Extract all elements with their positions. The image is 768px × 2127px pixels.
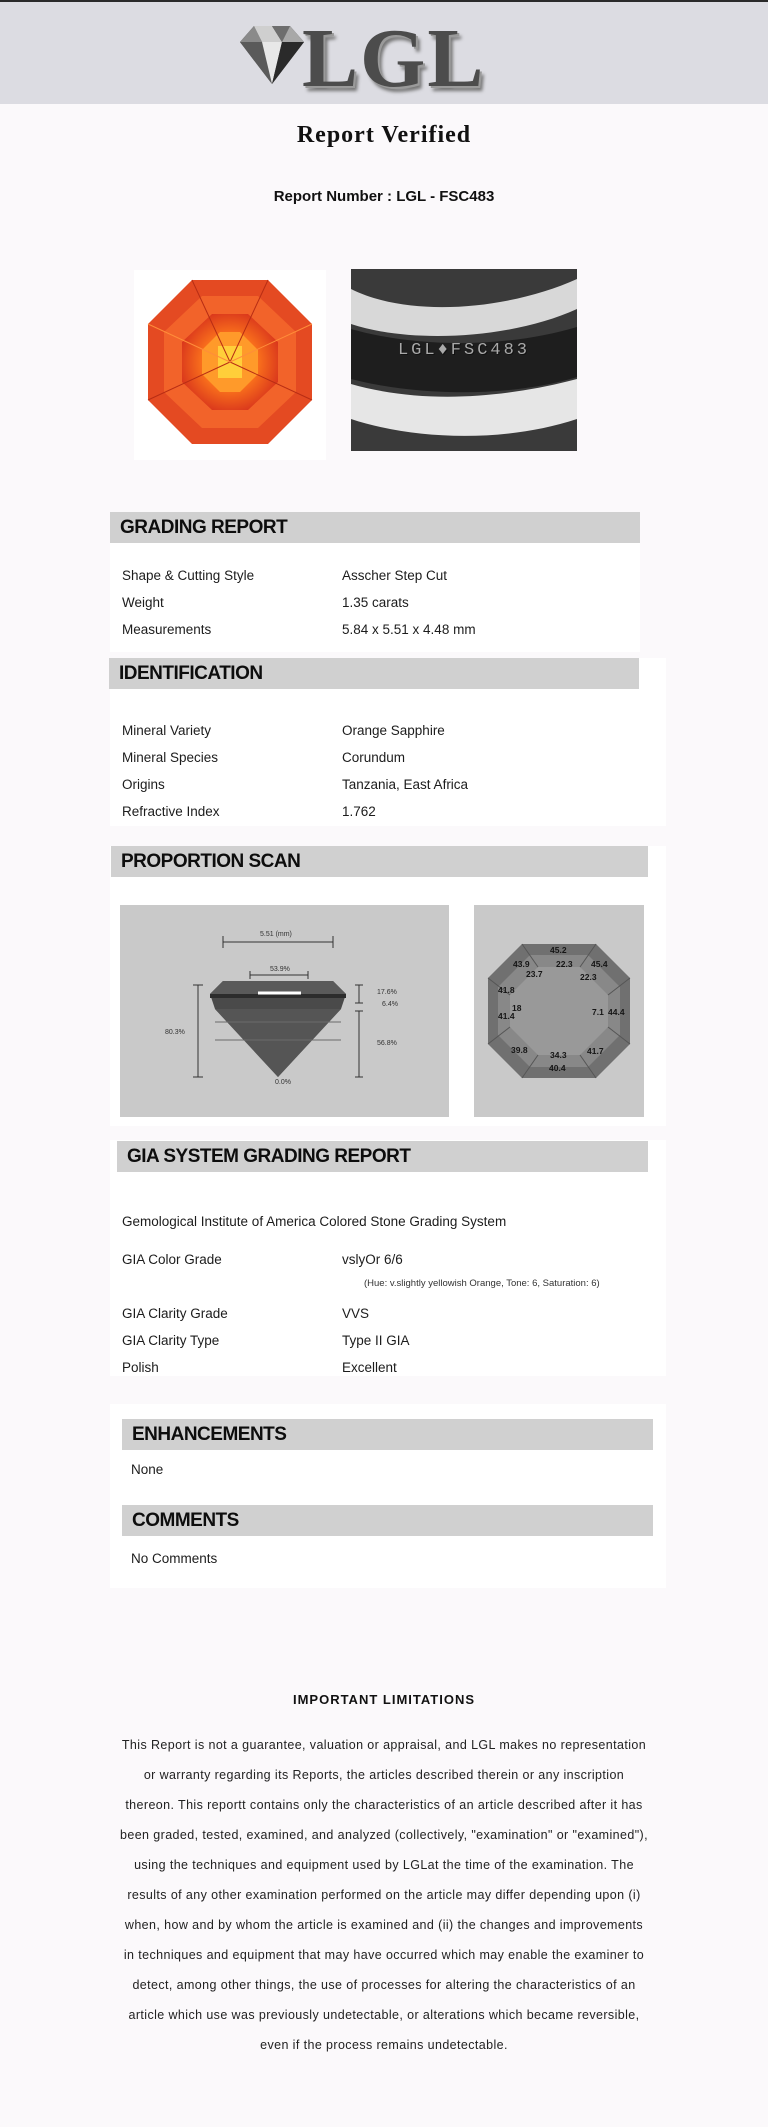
row-label: Mineral Species	[122, 750, 219, 765]
row-value: vslyOr 6/6	[342, 1252, 403, 1267]
gem-profile-drawing	[120, 905, 449, 1117]
culet-label: 0.0%	[275, 1079, 291, 1086]
girdle-label: 6.4%	[382, 1001, 398, 1008]
orange-sapphire-image	[134, 270, 326, 460]
lgl-logo	[232, 12, 492, 105]
facet-label: 22.3	[556, 959, 573, 969]
report-number: Report Number : LGL - FSC483	[273, 188, 495, 205]
section-heading-grading-report: GRADING REPORT	[110, 512, 640, 543]
crown-label: 17.6%	[377, 989, 397, 996]
row-label: Weight	[122, 595, 164, 610]
facet-label: 7.1	[592, 1007, 604, 1017]
color-grade-note: (Hue: v.slightly yellowish Orange, Tone: 6, Saturation: 6)	[364, 1278, 600, 1289]
limitations-body: This Report is not a guarantee, valuation or appraisal, and LGL makes no representation or warranty regarding its Reports, the articles described therein or any inscription thereon. This reportt contains only the characteristics of an article described after it has been graded, tested, examined, and analyzed (collectively, "examination" or "examined"), using the techniques and equipment used by LGLat the time of the examination. The results of any other examination performed on the article may differ depending upon (i) when, how and by whom the article is examined and (ii) the changes and improvements in techniques and equipment that may have occurred which may enable the examiner to detect, among other things, the use of processes for altering the characteristics of an article which use was previously undetectable, or alterations which became reversible, even if the process remains undetectable.	[120, 1738, 648, 2052]
row-label: Shape & Cutting Style	[122, 568, 255, 583]
row-label: Measurements	[122, 622, 212, 637]
row-label: GIA Clarity Type	[122, 1333, 220, 1348]
facet-label: 41.8	[498, 985, 515, 995]
limitations-heading: IMPORTANT LIMITATIONS	[292, 1692, 476, 1707]
row-value: VVS	[342, 1306, 370, 1321]
diamond-logo-icon	[232, 20, 312, 90]
row-label: Polish	[122, 1360, 159, 1375]
section-heading-gia-report: GIA SYSTEM GRADING REPORT	[117, 1141, 648, 1172]
row-value: Type II GIA	[342, 1333, 410, 1348]
girdle-background	[351, 269, 577, 451]
width-label: 5.51 (mm)	[260, 931, 292, 938]
facet-label: 23.7	[526, 969, 543, 979]
row-value: Corundum	[342, 750, 406, 765]
total-depth-label: 80.3%	[165, 1029, 185, 1036]
row-label: Refractive Index	[122, 804, 220, 819]
facet-label: 22.3	[580, 972, 597, 982]
inscription-text: LGL♦FSC483	[397, 341, 531, 360]
gia-subtitle: Gemological Institute of America Colored Stone Grading System	[122, 1214, 507, 1229]
page-title: Report Verified	[296, 122, 472, 148]
comments-text: No Comments	[131, 1551, 218, 1566]
facet-diagram	[474, 905, 644, 1117]
row-label: Mineral Variety	[122, 723, 212, 738]
facet-label: 34.3	[550, 1050, 567, 1060]
profile-diagram	[120, 905, 449, 1117]
facet-label: 45.2	[550, 945, 567, 955]
row-value: Orange Sapphire	[342, 723, 445, 738]
logo-wordmark: LGL	[302, 12, 486, 105]
facet-label: 40.4	[549, 1063, 566, 1073]
inscription-photo	[351, 269, 577, 451]
row-label: GIA Color Grade	[122, 1252, 222, 1267]
row-label: GIA Clarity Grade	[122, 1306, 228, 1321]
gem-top-view-drawing	[474, 905, 644, 1117]
enhancements-text: None	[131, 1462, 164, 1477]
section-heading-enhancements: ENHANCEMENTS	[122, 1419, 653, 1450]
row-value: Excellent	[342, 1360, 397, 1375]
facet-label: 41.4	[498, 1011, 515, 1021]
section-heading-proportion-scan: PROPORTION SCAN	[111, 846, 648, 877]
pavilion-label: 56.8%	[377, 1040, 397, 1047]
facet-label: 44.4	[608, 1007, 625, 1017]
gem-photo	[134, 270, 326, 460]
row-value: Asscher Step Cut	[342, 568, 448, 583]
row-value: 1.762	[342, 804, 376, 819]
row-value: Tanzania, East Africa	[342, 777, 469, 792]
facet-label: 18	[512, 1003, 522, 1013]
row-value: 1.35 carats	[342, 595, 409, 610]
section-heading-identification: IDENTIFICATION	[109, 658, 639, 689]
facet-label: 45.4	[591, 959, 608, 969]
row-value: 5.84 x 5.51 x 4.48 mm	[342, 622, 476, 637]
facet-label: 39.8	[511, 1045, 528, 1055]
row-label: Origins	[122, 777, 165, 792]
table-label: 53.9%	[270, 966, 290, 973]
facet-label: 41.7	[587, 1046, 604, 1056]
header-banner	[0, 0, 768, 104]
facet-label: 43.9	[513, 959, 530, 969]
section-heading-comments: COMMENTS	[122, 1505, 653, 1536]
